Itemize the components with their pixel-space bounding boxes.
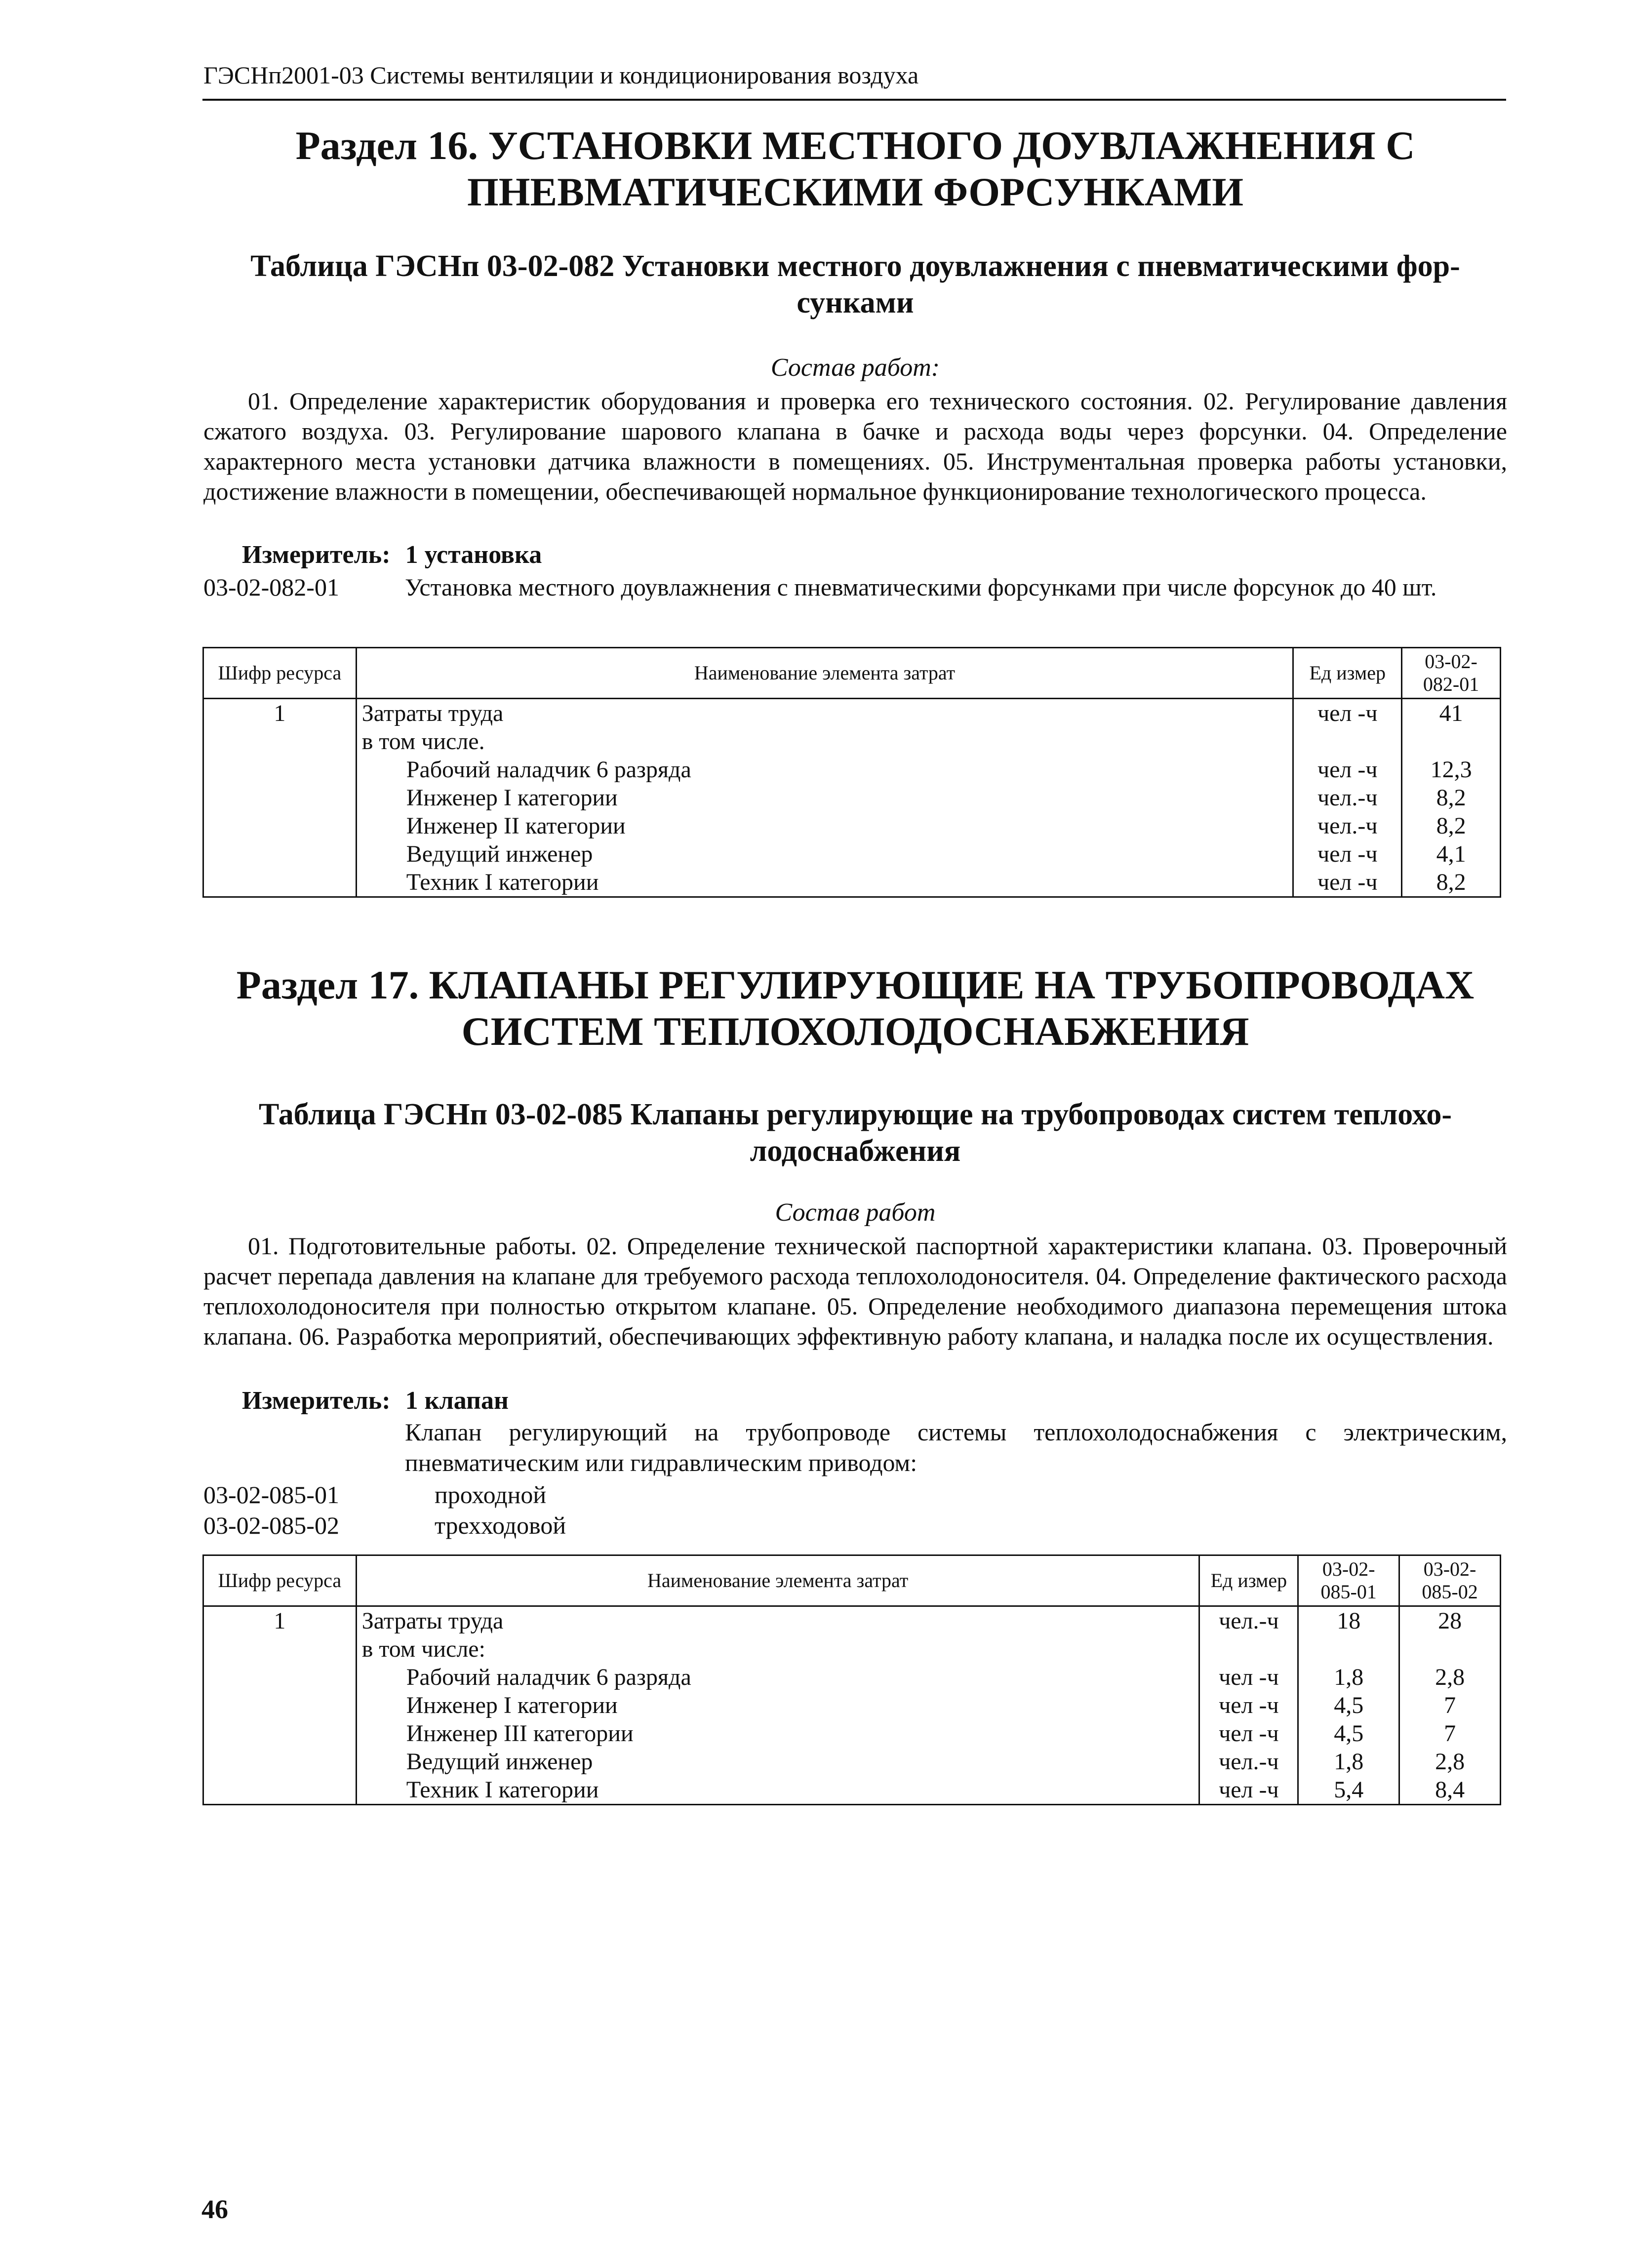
measure-label: Измеритель: xyxy=(242,541,391,569)
cell-value: 12,3 xyxy=(1402,756,1501,784)
cell-unit: чел.-ч xyxy=(1293,784,1402,812)
cell-value-2: 28 xyxy=(1399,1606,1501,1635)
cell-unit: чел -ч xyxy=(1199,1663,1298,1691)
item-desc-082-01: Установка местного доувлажнения с пневматическими форсунками при числе форсунок до 40 шт. xyxy=(405,573,1437,601)
table-row xyxy=(203,1748,1501,1776)
cell-code xyxy=(203,1663,357,1691)
cell-unit: чел -ч xyxy=(1293,868,1402,897)
cell-name: в том числе: xyxy=(356,1635,1199,1663)
measure-085 xyxy=(242,1386,509,1416)
table-row xyxy=(203,1663,1501,1691)
header-divider xyxy=(202,99,1506,101)
cell-name: Затраты труда xyxy=(356,699,1293,728)
col-header-code: Шифр ресурса xyxy=(203,1555,357,1606)
item-desc-085-02: трехходовой xyxy=(435,1512,566,1539)
cell-code xyxy=(203,756,357,784)
measure-082 xyxy=(242,540,542,570)
cell-name: Рабочий наладчик 6 разряда xyxy=(356,1663,1199,1691)
cell-value xyxy=(1402,727,1501,756)
cell-value-2: 2,8 xyxy=(1399,1663,1501,1691)
col-header-code: Шифр ресурса xyxy=(203,648,357,699)
measure-value: 1 клапан xyxy=(405,1387,509,1415)
table-row xyxy=(203,1635,1501,1663)
item-code-085-02: 03-02-085-02 xyxy=(203,1512,339,1539)
section-17-title xyxy=(203,962,1507,1055)
cell-code xyxy=(203,1691,357,1719)
cell-value-1 xyxy=(1298,1635,1399,1663)
cell-name: Инженер I категории xyxy=(356,1691,1199,1719)
section-16-title-line1: Раздел 16. УСТАНОВКИ МЕСТНОГО ДОУВЛАЖНЕНИЯ С xyxy=(295,123,1415,168)
table-row xyxy=(203,756,1501,784)
cell-unit: чел.-ч xyxy=(1199,1748,1298,1776)
table-085-title-line2: лодоснабжения xyxy=(750,1134,961,1168)
table-row xyxy=(203,1606,1501,1635)
cell-code xyxy=(203,784,357,812)
cell-name: Затраты труда xyxy=(356,1606,1199,1635)
cell-code xyxy=(203,1719,357,1748)
cell-code xyxy=(203,1635,357,1663)
cell-name: Техник I категории xyxy=(356,1776,1199,1805)
cell-value-2 xyxy=(1399,1635,1501,1663)
cell-value-1: 5,4 xyxy=(1298,1776,1399,1805)
cell-name: Инженер I категории xyxy=(356,784,1293,812)
cell-value-2: 7 xyxy=(1399,1691,1501,1719)
item-code-085-01: 03-02-085-01 xyxy=(203,1481,339,1509)
measure-value: 1 установка xyxy=(405,541,542,569)
table-row xyxy=(203,699,1501,728)
cell-code xyxy=(203,868,357,897)
cell-value-1: 1,8 xyxy=(1298,1663,1399,1691)
cell-unit xyxy=(1293,727,1402,756)
cell-unit: чел -ч xyxy=(1199,1776,1298,1805)
cell-name: Ведущий инженер xyxy=(356,840,1293,868)
cell-value-1: 18 xyxy=(1298,1606,1399,1635)
cell-unit: чел.-ч xyxy=(1293,812,1402,840)
item-desc-085-01: проходной xyxy=(435,1481,547,1509)
table-085-title-line1: Таблица ГЭСНп 03-02-085 Клапаны регулирующие на трубопроводах систем теплохо- xyxy=(259,1098,1452,1131)
table-header-row xyxy=(203,648,1501,699)
page-number: 46 xyxy=(201,2194,228,2224)
table-row xyxy=(203,1776,1501,1805)
table-082-title-line1: Таблица ГЭСНп 03-02-082 Установки местного доувлажнения с пневматическими фор- xyxy=(250,249,1460,283)
cell-unit: чел -ч xyxy=(1199,1691,1298,1719)
cell-value-1: 1,8 xyxy=(1298,1748,1399,1776)
table-row xyxy=(203,812,1501,840)
section-17-title-line2: СИСТЕМ ТЕПЛОХОЛОДОСНАБЖЕНИЯ xyxy=(461,1009,1249,1054)
table-082-title-line2: сунками xyxy=(797,286,914,319)
table-row xyxy=(203,1691,1501,1719)
cell-code xyxy=(203,1748,357,1776)
cell-name: Инженер III категории xyxy=(356,1719,1199,1748)
table-header-row xyxy=(203,1555,1501,1606)
table-082-title xyxy=(203,248,1507,321)
cell-name: Рабочий наладчик 6 разряда xyxy=(356,756,1293,784)
cell-name: в том числе. xyxy=(356,727,1293,756)
section-17-title-line1: Раздел 17. КЛАПАНЫ РЕГУЛИРУЮЩИЕ НА ТРУБОПРОВОДАХ xyxy=(236,962,1475,1007)
table-row xyxy=(203,1719,1501,1748)
cell-unit: чел -ч xyxy=(1199,1719,1298,1748)
composition-label-082: Состав работ: xyxy=(770,354,940,382)
col-header-name: Наименование элемента затрат xyxy=(356,648,1293,699)
col-header-unit: Ед измер xyxy=(1293,648,1402,699)
cell-code xyxy=(203,840,357,868)
cost-table-082 xyxy=(202,647,1501,898)
table-085-title xyxy=(203,1096,1507,1169)
cell-value: 41 xyxy=(1402,699,1501,728)
cell-value: 8,2 xyxy=(1402,812,1501,840)
cell-code xyxy=(203,727,357,756)
cell-name: Техник I категории xyxy=(356,868,1293,897)
table-row xyxy=(203,840,1501,868)
cost-table-085 xyxy=(202,1554,1501,1805)
composition-text-085: 01. Подготовительные работы. 02. Определение технической паспортной характеристики клапана. 03. Проверочный расчет перепада давления на клапане для требуемого расхода теплохолодоносителя. 04. Определение фактического расхода теплохолодоносителя при полностью открытом клапане. 05. Определение необходимого диапазона перемещения штока клапана. 06. Разработка мероприятий, обеспечивающих эффективную работу клапана, и наладка после их осуществления. xyxy=(203,1232,1507,1350)
cell-unit xyxy=(1199,1635,1298,1663)
table-row xyxy=(203,784,1501,812)
measure-label: Измеритель: xyxy=(242,1387,391,1415)
cell-code xyxy=(203,1776,357,1805)
cell-value-1: 4,5 xyxy=(1298,1691,1399,1719)
running-header: ГЭСНп2001-03 Системы вентиляции и кондиционирования воздуха xyxy=(203,61,919,89)
cell-code xyxy=(203,812,357,840)
cell-code: 1 xyxy=(203,1606,357,1635)
table-row xyxy=(203,727,1501,756)
composition-label-085: Состав работ xyxy=(775,1198,936,1227)
col-header-085-01: 03-02- 085-01 xyxy=(1298,1555,1399,1606)
cell-name: Инженер II категории xyxy=(356,812,1293,840)
cell-unit: чел -ч xyxy=(1293,756,1402,784)
cell-name: Ведущий инженер xyxy=(356,1748,1199,1776)
section-16-title-line2: ПНЕВМАТИЧЕСКИМИ ФОРСУНКАМИ xyxy=(467,169,1244,214)
composition-text-082: 01. Определение характеристик оборудования и проверка его технического состояния. 02. Регулирование давления сжатого воздуха. 03. Регулирование шарового клапана в бачке и расхода воды через форсунки. 04. Определение характерного места установки датчика влажности в помещениях. 05. Инструментальная проверка работы установки, достижение влажности в помещении, обеспечивающей нормальное функционирование технологического процесса. xyxy=(203,387,1507,505)
cell-value-2: 7 xyxy=(1399,1719,1501,1748)
cell-unit: чел -ч xyxy=(1293,840,1402,868)
col-header-085-02: 03-02- 085-02 xyxy=(1399,1555,1501,1606)
cell-value: 8,2 xyxy=(1402,784,1501,812)
cell-value-1: 4,5 xyxy=(1298,1719,1399,1748)
col-header-082-01: 03-02- 082-01 xyxy=(1402,648,1501,699)
col-header-name: Наименование элемента затрат xyxy=(356,1555,1199,1606)
cell-value: 4,1 xyxy=(1402,840,1501,868)
col-header-unit: Ед измер xyxy=(1199,1555,1298,1606)
section-16-title xyxy=(203,122,1507,215)
item-code-082-01: 03-02-082-01 xyxy=(203,573,339,601)
table-row xyxy=(203,868,1501,897)
cell-unit: чел.-ч xyxy=(1199,1606,1298,1635)
cell-value-2: 2,8 xyxy=(1399,1748,1501,1776)
cell-unit: чел -ч xyxy=(1293,699,1402,728)
group-description-085: Клапан регулирующий на трубопроводе системы теплохолодоснабжения с электрическим, пневматическим или гидравлическим приводом: xyxy=(405,1418,1507,1476)
cell-code: 1 xyxy=(203,699,357,728)
cell-value-2: 8,4 xyxy=(1399,1776,1501,1805)
cell-value: 8,2 xyxy=(1402,868,1501,897)
